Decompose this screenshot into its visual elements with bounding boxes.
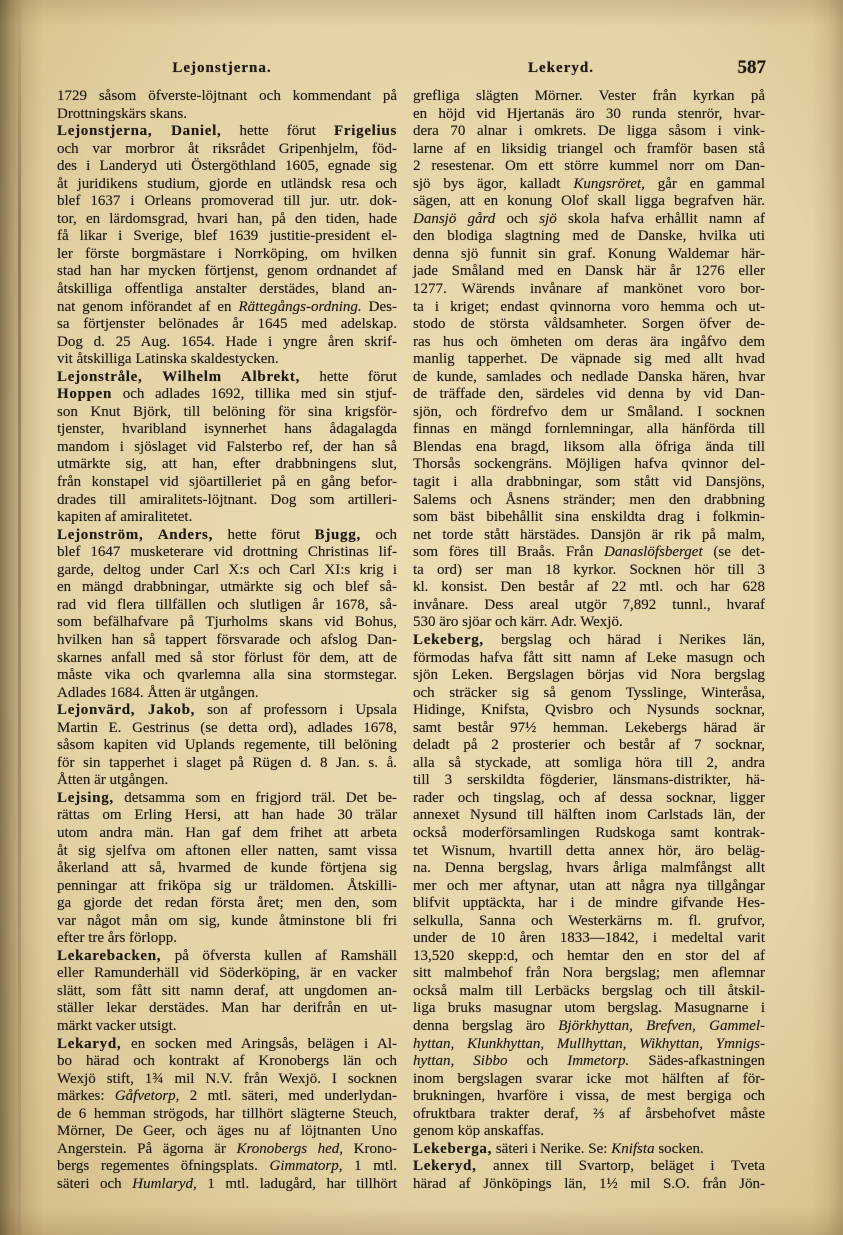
text-run: hette förut — [213, 526, 315, 543]
dictionary-entry — [57, 702, 397, 790]
entry-continuation — [413, 88, 765, 632]
text-line: sjön, och fördrefvo dem ur Småland. I socknen — [413, 403, 765, 420]
text-run: sjö bys ägor, kalladt — [413, 175, 574, 192]
binding-shadow — [18, 0, 21, 1235]
text-run: 2 mtl. säteri, med underlydan- — [179, 1088, 397, 1105]
italic-term: Gåfvetorp, — [114, 1088, 180, 1105]
text-line: vit åtskilliga Latinska skaldestycken. — [57, 351, 279, 368]
text-line: de 6 hemman strögods, har tillhört slägterne Steuch, — [57, 1105, 397, 1122]
text-line: en höjd vid Hjertanäs äro 30 runda stenrör, hvar- — [413, 105, 765, 122]
text-line: också malm till Lerbäcks bergslag och till åtskil- — [413, 982, 765, 999]
text-line: Salems och Åsnens stränder; men den drabbning — [413, 491, 765, 508]
text-line: ras hus och ömheten om deras ära ingåfvo dem — [413, 333, 765, 350]
text-line: sa förtjenster belönades år 1645 med adelskap. — [57, 316, 397, 333]
text-line — [413, 544, 765, 562]
text-run: bergslag och härad i Nerikes län, — [483, 631, 765, 648]
text-line — [57, 1141, 397, 1159]
text-line — [413, 632, 765, 650]
text-line: för sin tapperhet i slaget på Rügen d. 8 Jan. s. å. — [57, 754, 397, 771]
text-line: 2 resestenar. Om ett större kummel norr om Dan- — [413, 158, 765, 175]
text-line: manlig tapperhet. De väpnade sig med allt hvad — [413, 351, 765, 368]
italic-term: Dansjö gård — [413, 210, 496, 227]
entry-headword: Frigelius — [334, 123, 397, 140]
text-line: genom köp anskaffas. — [413, 1123, 544, 1140]
italic-term: Danaslöfsberget — [604, 544, 703, 561]
dictionary-entry — [57, 123, 397, 369]
text-run: annex till Svartorp, beläget i Tveta — [476, 1158, 765, 1175]
text-line — [413, 176, 765, 194]
text-line — [413, 1158, 765, 1176]
text-run: och — [507, 1053, 568, 1070]
text-line — [413, 211, 765, 229]
text-line: Drottningskärs skans. — [57, 105, 187, 122]
dictionary-entry — [413, 1141, 765, 1159]
text-run: hette förut — [221, 123, 335, 140]
text-line: des i Landeryd uti Östergöthland 1605, egnade sig — [57, 158, 397, 175]
text-line — [57, 948, 397, 966]
text-line: 1277. Wärends invånare af mankönet voro bor- — [413, 281, 765, 298]
text-line: från konstapel vid sjöartilleriet på en gång befor- — [57, 474, 397, 491]
text-line: måste vika och qvarlemna alla sina stormstegar. — [57, 667, 397, 684]
text-line — [57, 1176, 397, 1194]
italic-term: hyttan, Klunkhyttan, Mullhyttan, Wikhyttan, Ymnigs- — [413, 1035, 765, 1052]
text-line: ta i kriget; endast qvinnorna voro hemma och ut- — [413, 298, 765, 315]
italic-term: Kungsröret, — [573, 175, 645, 192]
text-line: Thorsås sockengräns. Möjligen hafva qvinnor del- — [413, 456, 765, 473]
text-line: deladt på 2 prosterier och består af 7 socknar, — [413, 737, 765, 754]
entry-headword: Lejonstjerna, Daniel, — [57, 123, 222, 140]
italic-term: Björkhyttan, Brefven, Gammel- — [558, 1017, 765, 1034]
text-line: penningar att friköpa sig ur träldomen. Åtskilli- — [57, 877, 397, 894]
text-line — [57, 369, 397, 387]
text-run: 1 mtl. ladugård, har tillhört — [196, 1175, 398, 1192]
dictionary-entry — [57, 369, 397, 527]
text-line — [57, 1088, 397, 1106]
italic-term: Humlaryd, — [132, 1175, 197, 1192]
text-line: de kunde, samlades och nedlade Danska hären, hvar — [413, 368, 765, 385]
text-run: och — [495, 210, 540, 227]
text-run: på öfversta kullen af Ramshäll — [161, 947, 397, 964]
text-line: tet Wisnum, hvartill detta annex hör, äro beläg- — [413, 842, 765, 859]
dictionary-entry — [57, 1036, 397, 1194]
text-line: sägen, att en konung Olof skall ligga begrafven här. — [413, 193, 765, 210]
text-run: denna bergslag äro — [413, 1017, 559, 1034]
text-line: mer och mer aftynar, utan att några nya tillgångar — [413, 877, 765, 894]
text-line: 13,520 skepp:d, och hemtar den en stor del af — [413, 947, 765, 964]
dictionary-entry — [413, 632, 765, 1141]
text-run: Des- — [361, 298, 397, 315]
text-line: och var morbror åt riksrådet Gripenhjelm, föd- — [57, 140, 397, 157]
text-line: stad han har mycken förtjenst, genom ordnandet af — [57, 263, 397, 280]
entry-headword: Lekaryd, — [57, 1035, 122, 1052]
entry-headword: Lejonström, Anders, — [57, 526, 214, 543]
text-line: 530 äro sjöar och kärr. Adr. Wexjö. — [413, 614, 623, 631]
text-line: brukningen, hvarföre i vissa, de mest bergiga och — [413, 1088, 765, 1105]
entry-continuation — [57, 88, 397, 123]
text-line: jade Småland med en Dansk här år 1276 eller — [413, 263, 765, 280]
text-line: tjenster, hvaribland isynnerhet hans ådagalagda — [57, 421, 397, 438]
text-line: blifvit upptäckta, har i de mindre gifvande Hes- — [413, 895, 765, 912]
text-run: Angerstein. På ägorna är — [57, 1140, 237, 1157]
text-line — [57, 1158, 397, 1176]
text-run: och — [360, 526, 397, 543]
text-line: ofruktbara trakter deraf, ⅔ af årsbehofvet måste — [413, 1105, 765, 1122]
text-line: under de 10 åren 1833—1842, i medeltal varit — [413, 930, 765, 947]
entry-headword: Lekeberga, — [413, 1140, 493, 1157]
text-line: och sträcker sig så genom Tysslinge, Winteråsa, — [413, 684, 765, 701]
text-line: net torde stått härstädes. Dansjön är rik på malm, — [413, 526, 765, 543]
text-line: denna sjö funnit sin graf. Konung Waldemar här- — [413, 245, 765, 262]
running-head-right: Lekeryd. — [528, 60, 594, 76]
text-line: rader och tingslag, och af dessa socknar, ligger — [413, 789, 765, 806]
text-run: som föres till Braås. Från — [413, 544, 604, 561]
entry-headword: Lekeryd, — [413, 1158, 477, 1175]
text-line — [57, 790, 397, 808]
text-line: efter tre års förlopp. — [57, 930, 177, 947]
running-header — [0, 57, 843, 79]
text-line: också moderförsamlingen Rudskoga samt kontrak- — [413, 824, 765, 841]
text-line: ler förste borgmästare i Norrköping, om hvilken — [57, 245, 397, 262]
text-line: de träffade den, särdeles vid denna by vid Dan- — [413, 386, 765, 403]
text-run: hette förut — [300, 368, 397, 385]
text-line: härad af Jönköpings län, 1½ mil S.O. från Jön- — [413, 1175, 765, 1192]
text-line: rad vid flera tillfällen och slutligen år 1678, så- — [57, 596, 397, 613]
left-column — [57, 88, 397, 1193]
text-line: ta ord) ser man 18 kyrkor. Socknen hör till 3 — [413, 561, 765, 578]
text-line — [57, 386, 397, 404]
entry-headword: Lejonstråle, Wilhelm Albrekt, — [57, 368, 301, 385]
entry-headword: Bjugg, — [314, 526, 361, 543]
text-line: dera 70 alnar i omkrets. De ligga såsom i vink- — [413, 123, 765, 140]
text-line: tagit i alla drabbningar, som stått vid Dansjöns, — [413, 474, 765, 491]
text-line: slätt, som fått sitt namn deraf, att ungdomen an- — [57, 982, 397, 999]
text-line: alla så styckade, att somliga höra till 2, andra — [413, 754, 765, 771]
text-line: till 3 serskildta fögderier, länsmans-distrikter, hä- — [413, 772, 765, 789]
text-line: som bäst bibehållit sina enskildta drag i folkmin- — [413, 509, 765, 526]
italic-term: Rättegångs-ordning. — [238, 298, 362, 315]
text-line: annexet Nysund till hälften inom Carlstads län, der — [413, 807, 765, 824]
text-run: och adlades 1692, tillika med sin stjuf- — [112, 386, 397, 403]
text-line: den blodiga slagtning med de Danske, hvilka uti — [413, 228, 765, 245]
entry-headword: Lekarebacken, — [57, 947, 162, 964]
entry-headword: Hoppen — [57, 386, 113, 403]
text-line: utmärkte sig, att han, efter drabbningens slut, — [57, 456, 397, 473]
text-line: stodo de största våldsamheter. Sorgen öfver de- — [413, 316, 765, 333]
text-line: kapiten af amiralitetet. — [57, 509, 193, 526]
text-line: en mängd drabbningar, utmärkte sig och blef så- — [57, 579, 397, 596]
text-line: tor, en lärdomsgrad, hvari han, på den tiden, hade — [57, 210, 397, 227]
text-line: som befälhafvare på Tjurholms skans vid Bohus, — [57, 614, 397, 631]
text-run: säteri och — [57, 1175, 133, 1192]
text-line: sjön Leken. Bergslagen börjas vid Nora bergslag — [413, 667, 765, 684]
text-line — [57, 702, 397, 720]
italic-term: sjö — [539, 210, 557, 227]
text-line: ga gjorde det redan första året; men den, som — [57, 895, 397, 912]
text-line: skarnes anfall med så stor förlust för dem, att de — [57, 649, 397, 666]
text-line: sitt malmbehof från Nora bergslag; men aflemnar — [413, 965, 765, 982]
entry-headword: Lejsing, — [57, 789, 114, 806]
text-line — [413, 1018, 765, 1036]
italic-term: Knifsta — [611, 1140, 655, 1157]
text-line — [413, 1036, 765, 1054]
text-line: blef 1647 musketerare vid drottning Christinas lif- — [57, 544, 397, 561]
text-line: blef 1637 i Orleans promoverad till jur. utr. dok- — [57, 193, 397, 210]
text-line: åt juridikens studium, gjorde en utländsk resa och — [57, 175, 397, 192]
text-line: 1729 såsom öfverste-löjtnant och kommendant på — [57, 88, 397, 104]
text-line — [413, 1141, 765, 1159]
text-run: detsamma som en frigjord träl. Det be- — [113, 789, 397, 806]
text-line: Mörner, De Geer, och äges nu af löjtnanten Uno — [57, 1123, 397, 1140]
text-line — [57, 1036, 397, 1054]
text-run: skola hafva erhållit namn af — [556, 210, 765, 227]
text-line: mandom i sjöslaget vid Falsterbo ref, der han så — [57, 438, 397, 455]
text-line: åt sig sjelfva om aftonen eller natten, samt vissa — [57, 842, 397, 859]
text-line: son Knut Björk, till belöning för sina krigsför- — [57, 403, 397, 420]
text-line: hvilken han så tappert försvarade och afslog Dan- — [57, 631, 397, 648]
text-line: liga bruks masugnar utom bergslag. Masugnarne i — [413, 1000, 765, 1017]
dictionary-entry — [413, 1158, 765, 1193]
dictionary-entry — [57, 948, 397, 1036]
text-line: märkt vacker utsigt. — [57, 1017, 177, 1034]
text-line: kl. konsist. Den består af 22 mtl. och har 628 — [413, 579, 765, 596]
text-run: socken. — [654, 1140, 704, 1157]
text-run: (se det- — [702, 544, 765, 561]
text-line: åkerland att så, hvarmed de kunde förtjena sig — [57, 860, 397, 877]
text-line: åtskilliga offentliga anstalter derstädes, bland an- — [57, 281, 397, 298]
text-line: inom bergslagen svarar icke mot hälften af för- — [413, 1070, 765, 1087]
text-run: Sädes-afkastningen — [629, 1053, 765, 1070]
text-line: Adlades 1684. Åtten är utgången. — [57, 684, 259, 701]
text-line — [413, 1053, 765, 1071]
italic-term: Kronobergs hed, — [236, 1140, 344, 1157]
text-line: såsom kapiten vid Uplands regemente, till belöning — [57, 737, 397, 754]
text-line — [57, 123, 397, 141]
text-line: finnas en mängd fornlemningar, alla hänförda till — [413, 421, 765, 438]
running-head-left: Lejonstjerna. — [172, 60, 272, 76]
text-line: larne af en liksidig triangel och framför basen stå — [413, 140, 765, 157]
text-line: eller Ramunderhäll vid Söderköping, är en vacker — [57, 965, 397, 982]
text-line: invånare. Dess areal utgör 7,892 tunnl., hvaraf — [413, 596, 765, 613]
text-run: en socken med Aringsås, belägen i Al- — [121, 1035, 397, 1052]
italic-term: hyttan, Sibbo — [413, 1053, 508, 1070]
text-run: säteri i Nerike. Se: — [492, 1140, 612, 1157]
text-line: var något mån om sig, kunde åtminstone bli fri — [57, 912, 397, 929]
text-run: går en gammal — [644, 175, 765, 192]
dictionary-entry — [57, 790, 397, 948]
text-run: son af professorn i Upsala — [195, 702, 397, 719]
page-number: 587 — [737, 57, 766, 78]
right-column — [413, 88, 765, 1193]
entry-headword: Lekeberg, — [413, 631, 484, 648]
text-line: Martin E. Gestrinus (se detta ord), adlades 1678, — [57, 719, 397, 736]
text-line: Dog d. 25 Aug. 1654. Hade i yngre åren skrif- — [57, 333, 397, 350]
text-line: förmodas hafva fått sitt namn af Leke masugn och — [413, 649, 765, 666]
text-line — [57, 299, 397, 317]
text-line — [57, 527, 397, 545]
text-line: samt består 97½ hemman. Lekebergs härad är — [413, 719, 765, 736]
text-line: utom andra män. Han gaf dem frihet att arbeta — [57, 824, 397, 841]
text-line: Hidinge, Knifsta, Qvisbro och Nysunds socknar, — [413, 702, 765, 719]
italic-term: Immetorp. — [567, 1053, 630, 1070]
text-line: Åtten är utgången. — [57, 772, 169, 789]
text-line: Blendas ena bragd, liksom alla öfriga ända till — [413, 438, 765, 455]
text-line: ställer lekar derstädes. Man har derifrån en ut- — [57, 1000, 397, 1017]
text-run: märkes: — [57, 1088, 115, 1105]
text-run: 1 mtl. — [342, 1158, 397, 1175]
text-line: na. Denna bergslag, hvars årliga malmfångst allt — [413, 860, 765, 877]
text-run: Krono- — [343, 1140, 397, 1157]
text-line: få likar i Sverige, blef 1639 justitie-president el- — [57, 228, 397, 245]
text-line: grefliga slägten Mörner. Vester från kyrkan på — [413, 88, 765, 104]
text-line: selkulla, Sanna och Westerkärns m. fl. grufvor, — [413, 912, 765, 929]
text-line: Wexjö stift, 1¾ mil N.V. från Wexjö. I socknen — [57, 1070, 397, 1087]
text-run: bergs regementes öfningsplats. — [57, 1158, 270, 1175]
dictionary-entry — [57, 527, 397, 702]
text-line: bo härad och kontrakt af Kronobergs län och — [57, 1053, 397, 1070]
text-line: garde, deltog under Carl X:s och Carl XI:s krig i — [57, 561, 397, 578]
italic-term: Gimmatorp, — [269, 1158, 343, 1175]
text-run: nat genom införandet af en — [57, 298, 239, 315]
text-line: drades till amiralitets-löjtnant. Dog som artilleri- — [57, 491, 397, 508]
text-line: rättas om Erling Hersi, att han hade 30 trälar — [57, 807, 397, 824]
entry-headword: Lejonvärd, Jakob, — [57, 702, 196, 719]
